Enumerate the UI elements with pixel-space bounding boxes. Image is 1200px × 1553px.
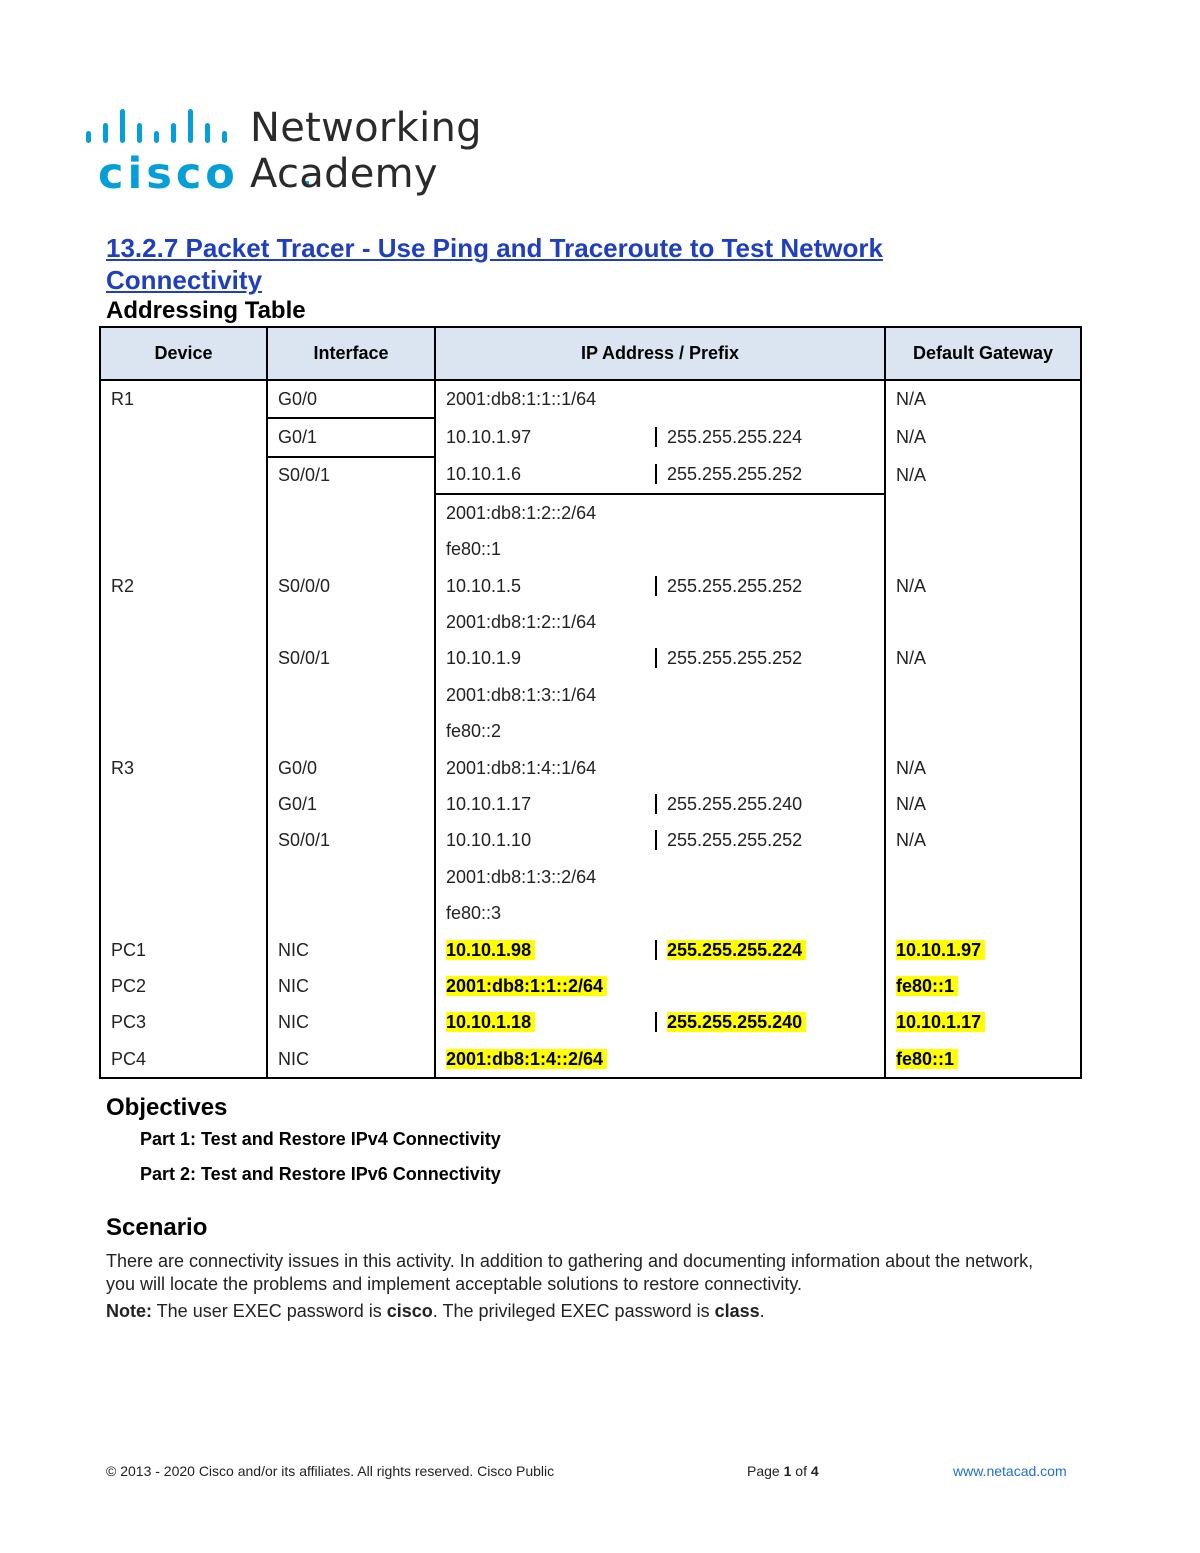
- cell-default-gateway: [885, 1005, 1081, 1041]
- table-row: [100, 380, 1081, 418]
- cell-ip-address-text: 2001:db8:1:2::2/64: [446, 502, 597, 523]
- cell-default-gateway: [885, 494, 1081, 531]
- cell-interface-text: NIC: [278, 1012, 309, 1033]
- cell-subnet-mask-text: 255.255.255.224: [667, 427, 803, 448]
- cell-interface-text: S0/0/0: [278, 575, 331, 596]
- mask-separator: [655, 830, 802, 850]
- mask-separator: [655, 794, 802, 814]
- cell-ip-address-text: 2001:db8:1:3::2/64: [446, 866, 597, 887]
- cisco-wordmark: cisco: [98, 149, 239, 199]
- footer-url-link[interactable]: www.netacad.com: [953, 1463, 1067, 1479]
- cell-ip-address-text: 10.10.1.5: [446, 575, 522, 596]
- cell-ip-address: [435, 641, 655, 677]
- cell-interface: [267, 714, 435, 750]
- cell-interface: [267, 895, 435, 931]
- cell-interface: [267, 604, 435, 640]
- cell-ip-address: [435, 457, 655, 494]
- cell-device-text: R1: [111, 389, 135, 410]
- cell-device: [100, 494, 267, 531]
- cell-ip-address-text: 10.10.1.6: [446, 464, 522, 485]
- cell-default-gateway-text: 10.10.1.97: [896, 940, 985, 960]
- cell-ip-address: [435, 823, 655, 859]
- table-row: [100, 968, 1081, 1004]
- cell-ip-address-text: 2001:db8:1:3::1/64: [446, 684, 597, 705]
- cell-interface-text: G0/0: [278, 388, 318, 409]
- cell-ip-address: [435, 532, 885, 568]
- cell-device: [100, 380, 267, 418]
- table-row: [100, 604, 1081, 640]
- cell-ip-address-text: 10.10.1.18: [446, 1012, 535, 1032]
- cell-interface: [267, 750, 435, 786]
- cell-default-gateway: [885, 418, 1081, 456]
- cell-default-gateway: [885, 532, 1081, 568]
- cell-ip-address: [435, 786, 655, 822]
- cell-device: [100, 895, 267, 931]
- cell-ip-address: [435, 1005, 655, 1041]
- cell-default-gateway: [885, 932, 1081, 968]
- header-default-gateway: Default Gateway: [885, 327, 1081, 380]
- cell-default-gateway-text: fe80::1: [896, 1049, 958, 1069]
- cell-ip-address-text: 10.10.1.98: [446, 940, 535, 960]
- cell-interface-text: NIC: [278, 1048, 309, 1069]
- cell-device-text: R2: [111, 575, 135, 596]
- table-row: [100, 641, 1081, 677]
- cell-default-gateway-text: 10.10.1.17: [896, 1012, 985, 1032]
- cell-device: [100, 457, 267, 494]
- cell-interface: [267, 418, 435, 456]
- cell-default-gateway: [885, 714, 1081, 750]
- addressing-table: [99, 326, 1082, 1079]
- cell-interface: [267, 823, 435, 859]
- cell-ip-address: [435, 932, 655, 968]
- page-total: 4: [810, 1463, 819, 1479]
- table-header-row: [100, 327, 1081, 380]
- cell-device: [100, 532, 267, 568]
- cell-default-gateway: [885, 1041, 1081, 1078]
- table-row: [100, 457, 1081, 494]
- note-text-3: .: [759, 1301, 765, 1321]
- table-row: [100, 859, 1081, 895]
- cell-ip-address-text: 10.10.1.9: [446, 648, 522, 669]
- cell-interface-text: NIC: [278, 975, 309, 996]
- mask-separator: [655, 576, 802, 596]
- cell-device: [100, 604, 267, 640]
- cell-interface-text: G0/1: [278, 793, 318, 814]
- cell-default-gateway-text: fe80::1: [896, 976, 958, 996]
- cell-interface: [267, 1005, 435, 1041]
- cell-device: [100, 641, 267, 677]
- mask-separator: [655, 427, 802, 447]
- cell-default-gateway-text: N/A: [896, 427, 927, 448]
- cell-interface-text: S0/0/1: [278, 830, 331, 851]
- cell-device: [100, 1005, 267, 1041]
- cell-ip-address-text: 2001:db8:1:1::2/64: [446, 976, 607, 996]
- cell-device-text: PC1: [111, 939, 147, 960]
- cell-default-gateway-text: N/A: [896, 757, 927, 778]
- cell-ip-address: [435, 750, 885, 786]
- table-row: [100, 932, 1081, 968]
- cell-interface-text: G0/0: [278, 757, 318, 778]
- table-row: [100, 418, 1081, 456]
- cell-ip-address: [435, 380, 885, 418]
- cell-ip-address-text: fe80::3: [446, 903, 502, 924]
- cell-subnet-mask: [655, 786, 885, 822]
- cell-device-text: PC4: [111, 1048, 147, 1069]
- table-row: [100, 786, 1081, 822]
- cell-default-gateway: [885, 968, 1081, 1004]
- cell-default-gateway: [885, 823, 1081, 859]
- cell-device: [100, 568, 267, 604]
- cell-device: [100, 750, 267, 786]
- mask-separator: [655, 1012, 806, 1032]
- cell-device: [100, 823, 267, 859]
- addressing-table-heading: Addressing Table: [106, 297, 306, 324]
- note-label: Note:: [106, 1301, 152, 1321]
- cell-interface: [267, 859, 435, 895]
- cell-default-gateway-text: N/A: [896, 793, 927, 814]
- cell-subnet-mask-text: 255.255.255.252: [667, 575, 803, 596]
- cell-ip-address-text: 2001:db8:1:4::1/64: [446, 757, 597, 778]
- cell-interface: [267, 786, 435, 822]
- objectives-heading: Objectives: [106, 1094, 228, 1121]
- logo-academy: Academy: [250, 151, 438, 197]
- cell-ip-address: [435, 859, 885, 895]
- cell-interface: [267, 1041, 435, 1078]
- header-ip-address: IP Address / Prefix: [435, 327, 885, 380]
- footer-page-number: [747, 1463, 819, 1479]
- cell-default-gateway: [885, 895, 1081, 931]
- cell-ip-address: [435, 714, 885, 750]
- header-interface: Interface: [267, 327, 435, 380]
- cell-device: [100, 859, 267, 895]
- cell-subnet-mask: [655, 568, 885, 604]
- cell-ip-address-text: 2001:db8:1:1::1/64: [446, 389, 597, 410]
- page-current: 1: [783, 1463, 792, 1479]
- header-device: Device: [100, 327, 267, 380]
- privileged-exec-password: class: [714, 1301, 760, 1321]
- scenario-heading: Scenario: [106, 1214, 208, 1241]
- page-of-label: of: [795, 1463, 807, 1479]
- table-row: [100, 750, 1081, 786]
- cell-device: [100, 1041, 267, 1078]
- cell-subnet-mask: [655, 641, 885, 677]
- cell-ip-address-text: 10.10.1.97: [446, 427, 532, 448]
- cell-ip-address-text: 10.10.1.10: [446, 830, 532, 851]
- table-row: [100, 823, 1081, 859]
- cell-ip-address-text: 10.10.1.17: [446, 793, 532, 814]
- logo-networking: Networking: [250, 105, 482, 151]
- cell-default-gateway: [885, 641, 1081, 677]
- scenario-text: There are connectivity issues in this activity. In addition to gathering and documenting information about the network, you will locate the problems and implement acceptable solutions to restore connectivity.: [106, 1251, 1034, 1294]
- document-title[interactable]: 13.2.7 Packet Tracer - Use Ping and Traceroute to Test Network Connectivity: [106, 233, 883, 295]
- cell-ip-address: [435, 604, 885, 640]
- table-row: [100, 494, 1081, 531]
- cell-subnet-mask: [655, 457, 885, 494]
- cell-default-gateway-text: N/A: [896, 464, 927, 485]
- cell-subnet-mask: [655, 932, 885, 968]
- cell-default-gateway: [885, 677, 1081, 713]
- cell-interface-text: G0/1: [278, 427, 318, 448]
- cell-interface: [267, 494, 435, 531]
- cell-ip-address: [435, 418, 655, 456]
- cell-interface: [267, 932, 435, 968]
- cell-default-gateway: [885, 457, 1081, 494]
- cell-default-gateway: [885, 859, 1081, 895]
- cell-device-text: R3: [111, 757, 135, 778]
- note-text-1: The user EXEC password is: [152, 1301, 387, 1321]
- cell-interface: [267, 532, 435, 568]
- cell-device-text: PC3: [111, 1012, 147, 1033]
- cell-ip-address: [435, 677, 885, 713]
- cell-ip-address-text: fe80::1: [446, 539, 502, 560]
- cell-default-gateway: [885, 604, 1081, 640]
- cell-default-gateway: [885, 380, 1081, 418]
- cell-device: [100, 418, 267, 456]
- objective-part-1: Part 1: Test and Restore IPv4 Connectivity: [140, 1129, 501, 1149]
- cell-interface: [267, 677, 435, 713]
- cell-interface-text: S0/0/1: [278, 648, 331, 669]
- cell-subnet-mask-text: 255.255.255.252: [667, 830, 803, 851]
- user-exec-password: cisco: [386, 1301, 433, 1321]
- cell-device: [100, 714, 267, 750]
- cell-ip-address-text: 2001:db8:1:4::2/64: [446, 1049, 607, 1069]
- note-paragraph: [106, 1301, 1066, 1322]
- table-row: [100, 568, 1081, 604]
- cell-ip-address: [435, 568, 655, 604]
- cell-subnet-mask-text: 255.255.255.224: [667, 940, 806, 960]
- table-row: [100, 714, 1081, 750]
- cisco-networking-academy-logo: [86, 105, 482, 199]
- cell-ip-address: [435, 1041, 885, 1078]
- cisco-bars-icon: [86, 109, 236, 149]
- cell-subnet-mask-text: 255.255.255.252: [667, 464, 803, 485]
- cell-default-gateway: [885, 568, 1081, 604]
- cell-interface-text: NIC: [278, 939, 309, 960]
- cell-device: [100, 677, 267, 713]
- cell-default-gateway-text: N/A: [896, 648, 927, 669]
- note-text-2: . The privileged EXEC password is: [432, 1301, 715, 1321]
- table-row: [100, 1005, 1081, 1041]
- cell-subnet-mask-text: 255.255.255.252: [667, 648, 803, 669]
- cell-subnet-mask: [655, 1005, 885, 1041]
- cell-ip-address-text: 2001:db8:1:2::1/64: [446, 612, 597, 633]
- mask-separator: [655, 464, 802, 484]
- cell-interface: [267, 380, 435, 418]
- cell-device: [100, 932, 267, 968]
- table-row: [100, 677, 1081, 713]
- cell-ip-address: [435, 494, 885, 531]
- mask-separator: [655, 648, 802, 668]
- cell-interface: [267, 457, 435, 494]
- cell-device: [100, 968, 267, 1004]
- cell-interface: [267, 641, 435, 677]
- table-row: [100, 1041, 1081, 1078]
- cell-device-text: PC2: [111, 975, 147, 996]
- cell-interface-text: S0/0/1: [278, 465, 331, 486]
- objective-part-2: Part 2: Test and Restore IPv6 Connectivity: [140, 1164, 501, 1184]
- cell-subnet-mask: [655, 418, 885, 456]
- table-row: [100, 532, 1081, 568]
- table-row: [100, 895, 1081, 931]
- cell-subnet-mask-text: 255.255.255.240: [667, 793, 803, 814]
- cell-subnet-mask: [655, 823, 885, 859]
- cell-device: [100, 786, 267, 822]
- cell-subnet-mask-text: 255.255.255.240: [667, 1012, 806, 1032]
- mask-separator: [655, 940, 806, 960]
- cell-default-gateway: [885, 750, 1081, 786]
- cell-default-gateway-text: N/A: [896, 830, 927, 851]
- cell-default-gateway-text: N/A: [896, 389, 927, 410]
- cell-interface: [267, 968, 435, 1004]
- page-label: Page: [747, 1463, 780, 1479]
- cell-ip-address: [435, 895, 885, 931]
- cell-ip-address: [435, 968, 885, 1004]
- footer-copyright: © 2013 - 2020 Cisco and/or its affiliates. All rights reserved. Cisco Public: [106, 1463, 555, 1479]
- cell-default-gateway: [885, 786, 1081, 822]
- cell-default-gateway-text: N/A: [896, 575, 927, 596]
- cell-ip-address-text: fe80::2: [446, 721, 502, 742]
- cell-interface: [267, 568, 435, 604]
